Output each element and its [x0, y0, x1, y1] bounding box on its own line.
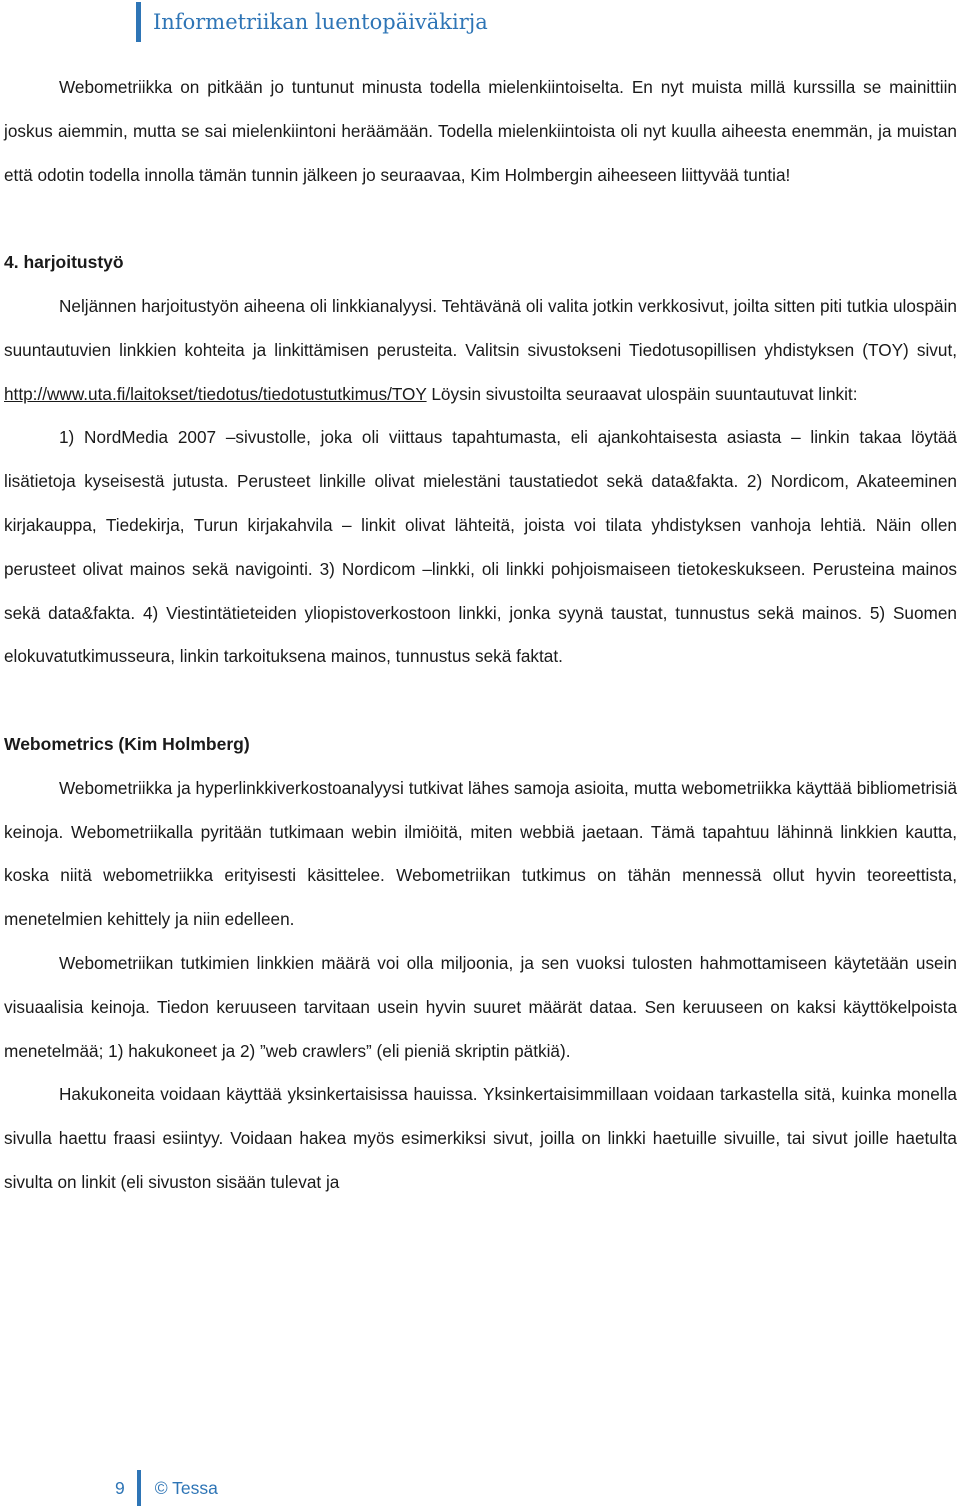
- footer-accent-bar: [137, 1470, 141, 1506]
- spacer: [4, 197, 957, 241]
- paragraph-intro: Webometriikka on pitkään jo tuntunut minusta todella mielenkiintoiselta. En nyt muista millä kurssilla se mainittiin joskus aiemmin, mutta se sai mielenkiintoni heräämään. Todella mielenkiintoista oli nyt kuulla aiheesta enemmän, ja muistan että odotin todella innolla tämän tunnin jälkeen jo seuraavaa, Kim Holmbergin aiheeseen liittyvää tuntia!: [4, 77, 957, 185]
- document-title: Informetriikan luentopäiväkirja: [153, 10, 488, 34]
- heading-harjoitustyo: 4. harjoitustyö: [4, 252, 124, 273]
- toy-url-link[interactable]: http://www.uta.fi/laitokset/tiedotus/tiedotustutkimus/TOY: [4, 383, 427, 404]
- paragraph-text: Löysin sivustoilta seuraavat ulospäin suuntautuvat linkit:: [426, 383, 858, 404]
- paragraph-link-list: 1) NordMedia 2007 –sivustolle, joka oli viittaus tapahtumasta, eli ajankohtaisesta asiasta – linkin takaa löytää lisätietoja kyseisestä jutusta. Perusteet linkille olivat mielestäni taustatiedot sekä data&fakta. 2) Nordicom, Akateeminen kirjakauppa, Tiedekirja, Turun kirjakahvila – linkit olivat lähteitä, joista voi tilata yhdistyksen vanhoja lehtiä. Näin ollen perusteet olivat mainos sekä navigointi. 3) Nordicom –linkki, oli linkki pohjoismaiseen tietokeskukseen. Perusteina mainos sekä data&fakta. 4) Viestintätieteiden yliopistoverkostoon linkki, jonka syynä taustat, tunnustus sekä mainos. 5) Suomen elokuvatutkimusseura, linkin tarkoituksena mainos, tunnustus sekä faktat.: [4, 427, 957, 667]
- page-number: 9: [115, 1477, 125, 1498]
- heading-webometrics: Webometrics (Kim Holmberg): [4, 733, 250, 754]
- paragraph-text: Neljännen harjoitustyön aiheena oli linkkianalyysi. Tehtävänä oli valita jotkin verkkosivut, joilta sitten piti tutkia ulospäin suuntautuvien linkkien kohteita ja linkittämisen perusteita. Valitsin sivustokseni Tiedotusopillisen yhdistyksen (TOY) sivut,: [4, 295, 957, 360]
- page-header: [136, 2, 488, 42]
- page-content: [4, 66, 957, 1205]
- page-footer: [115, 1470, 218, 1506]
- footer-author: © Tessa: [154, 1477, 218, 1498]
- paragraph-webometrics-1: Webometriikka ja hyperlinkkiverkostoanalyysi tutkivat lähes samoja asioita, mutta webometriikka käyttää bibliometrisiä keinoja. Webometriikalla pyritään tutkimaan webin ilmiöitä, miten webbiä jaetaan. Tämä tapahtuu lähinnä linkkien kautta, koska niitä webometriikka erityisesti käsittelee. Webometriikan tutkimus on tähän mennessä ollut hyvin teoreettista, menetelmien kehittely ja niin edelleen.: [4, 777, 957, 930]
- header-accent-bar: [136, 2, 141, 42]
- paragraph-harjoitustyo: [4, 285, 957, 416]
- paragraph-webometrics-3: Hakukoneita voidaan käyttää yksinkertaisissa hauissa. Yksinkertaisimmillaan voidaan tarkastella sitä, kuinka monella sivulla haettu fraasi esiintyy. Voidaan hakea myös esimerkiksi sivut, joilla on linkki haetuille sivuille, tai sivut joille haetulta sivulta on linkit (eli sivuston sisään tulevat ja: [4, 1084, 957, 1192]
- paragraph-webometrics-2: Webometriikan tutkimien linkkien määrä voi olla miljoonia, ja sen vuoksi tulosten hahmottamiseen käytetään usein visuaalisia keinoja. Tiedon keruuseen tarvitaan usein hyvin suuret määrät dataa. Sen keruuseen on kaksi käyttökelpoista menetelmää; 1) hakukoneet ja 2) ”web crawlers” (eli pieniä skriptin pätkiä).: [4, 952, 957, 1061]
- spacer: [4, 679, 957, 723]
